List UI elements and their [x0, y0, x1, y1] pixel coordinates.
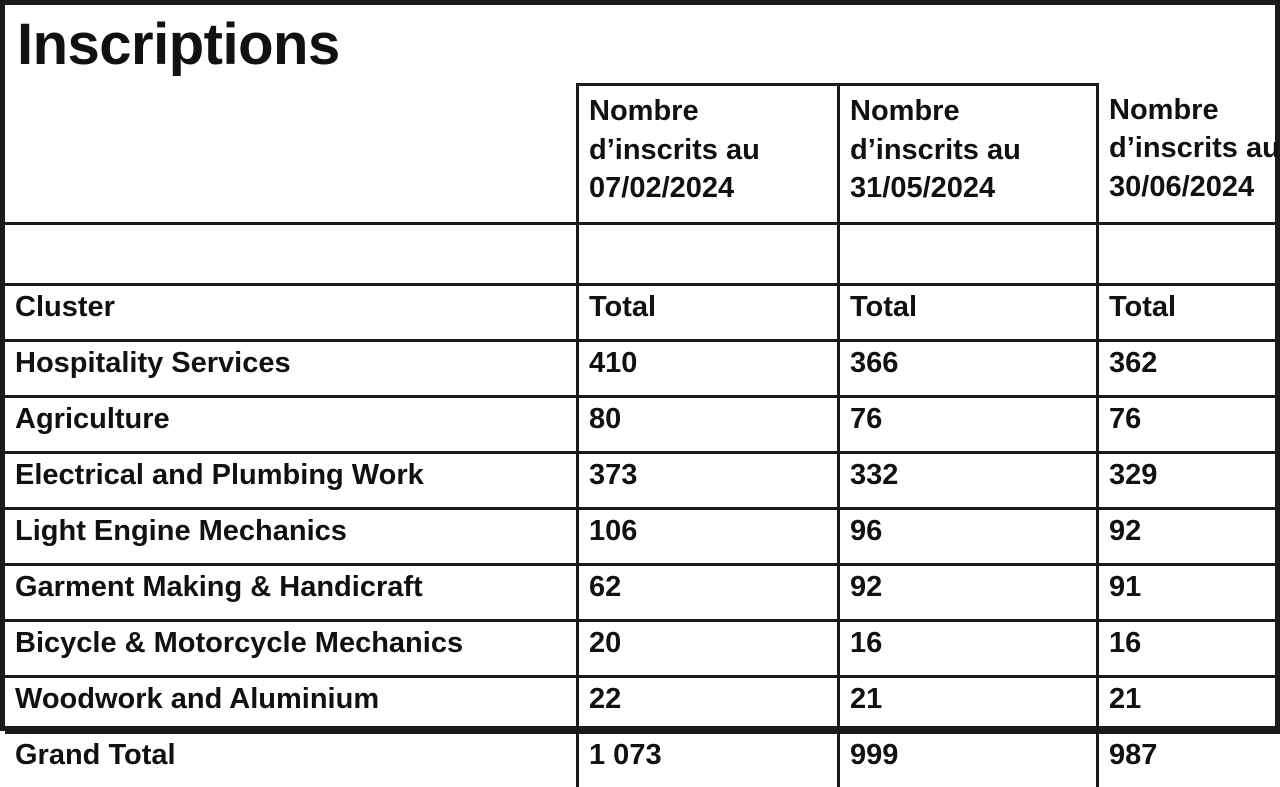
enrollment-table — [5, 83, 1280, 787]
row-value-2: 96 — [839, 509, 1098, 565]
subheader-cell-total-2: Total — [839, 285, 1098, 341]
table-row — [5, 453, 1280, 509]
table-subheader-row — [5, 285, 1280, 341]
row-value-3: 362 — [1098, 341, 1280, 397]
row-value-2: 76 — [839, 397, 1098, 453]
row-value-3: 987 — [1098, 733, 1280, 787]
table-row — [5, 677, 1280, 733]
header-cell-date-3: Nombre d’inscrits au 30/06/2024 — [1098, 85, 1280, 224]
row-label: Light Engine Mechanics — [5, 509, 578, 565]
row-label: Garment Making & Handicraft — [5, 565, 578, 621]
row-value-2: 16 — [839, 621, 1098, 677]
spacer-cell-3 — [839, 224, 1098, 285]
row-value-3: 92 — [1098, 509, 1280, 565]
row-value-1: 80 — [578, 397, 839, 453]
row-label: Agriculture — [5, 397, 578, 453]
spacer-cell-4 — [1098, 224, 1280, 285]
row-value-2: 366 — [839, 341, 1098, 397]
row-value-2: 92 — [839, 565, 1098, 621]
row-label: Hospitality Services — [5, 341, 578, 397]
table-row — [5, 397, 1280, 453]
row-value-1: 1 073 — [578, 733, 839, 787]
table-row — [5, 509, 1280, 565]
row-value-1: 20 — [578, 621, 839, 677]
row-value-2: 21 — [839, 677, 1098, 733]
header-cell-blank — [5, 85, 578, 224]
table-row — [5, 341, 1280, 397]
row-value-3: 16 — [1098, 621, 1280, 677]
table-row-grand-total — [5, 733, 1280, 787]
row-value-3: 21 — [1098, 677, 1280, 733]
row-value-1: 373 — [578, 453, 839, 509]
title-row — [5, 5, 1275, 83]
row-value-1: 410 — [578, 341, 839, 397]
row-label: Electrical and Plumbing Work — [5, 453, 578, 509]
row-value-1: 22 — [578, 677, 839, 733]
header-cell-date-2: Nombre d’inscrits au 31/05/2024 — [839, 85, 1098, 224]
row-label: Bicycle & Motorcycle Mechanics — [5, 621, 578, 677]
table-row — [5, 621, 1280, 677]
table-header-row — [5, 85, 1280, 224]
row-value-2: 332 — [839, 453, 1098, 509]
row-value-1: 62 — [578, 565, 839, 621]
subheader-cell-total-3: Total — [1098, 285, 1280, 341]
row-label: Grand Total — [5, 733, 578, 787]
spacer-cell-2 — [578, 224, 839, 285]
row-value-3: 91 — [1098, 565, 1280, 621]
row-value-2: 999 — [839, 733, 1098, 787]
row-value-3: 329 — [1098, 453, 1280, 509]
table-spacer-row — [5, 224, 1280, 285]
header-cell-date-1: Nombre d’inscrits au 07/02/2024 — [578, 85, 839, 224]
spacer-cell-1 — [5, 224, 578, 285]
row-value-1: 106 — [578, 509, 839, 565]
page-title: Inscriptions — [17, 16, 340, 74]
row-label: Woodwork and Aluminium — [5, 677, 578, 733]
table-row — [5, 565, 1280, 621]
row-value-3: 76 — [1098, 397, 1280, 453]
subheader-cell-cluster: Cluster — [5, 285, 578, 341]
subheader-cell-total-1: Total — [578, 285, 839, 341]
